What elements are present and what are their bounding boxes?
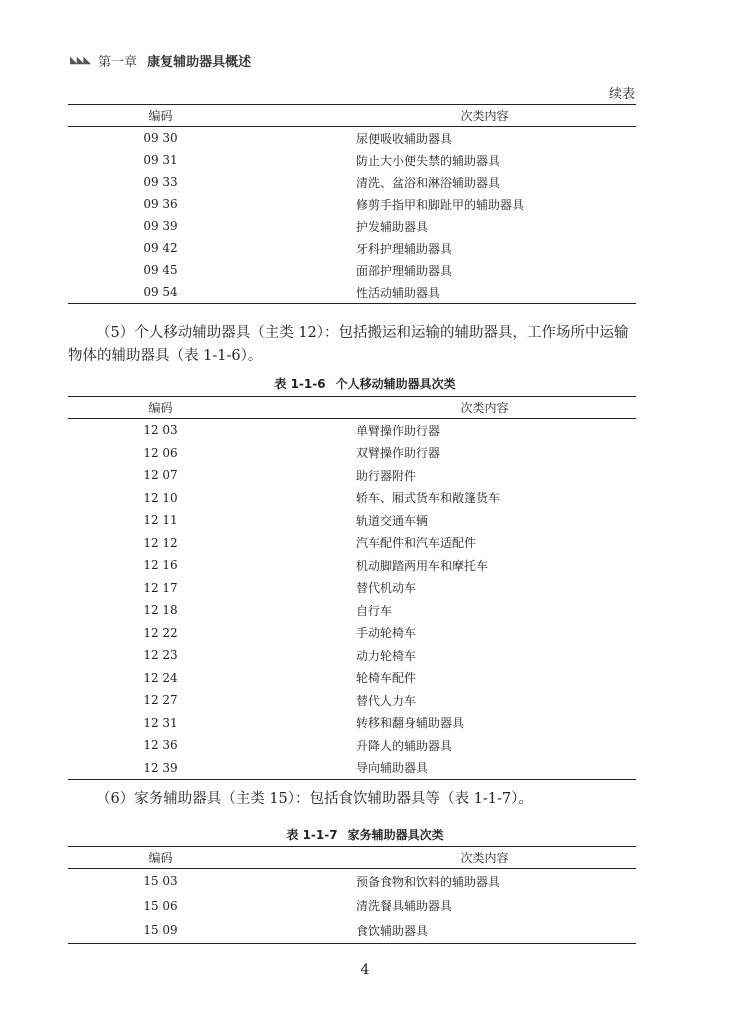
table-row	[68, 487, 636, 510]
row-code: 12 03	[143, 423, 178, 438]
paragraph-5: （5）个人移动辅助器具（主类 12）：包括搬运和运输的辅助器具，工作场所中运输物体的辅助器具（表 1-1-6）。	[68, 325, 629, 364]
row-code: 12 24	[143, 670, 178, 685]
table-row	[68, 689, 636, 712]
row-desc: 替代机动车	[356, 581, 417, 596]
row-desc: 清洗、盆浴和淋浴辅助器具	[356, 175, 501, 190]
caption-number: 表 1-1-7	[286, 828, 338, 842]
row-code: 09 30	[143, 131, 178, 145]
row-desc: 尿便吸收辅助器具	[356, 131, 453, 146]
table-row	[68, 281, 636, 303]
row-code: 12 12	[143, 535, 178, 550]
table-row	[68, 918, 636, 943]
table-header-row	[68, 396, 636, 419]
row-code: 12 06	[143, 445, 178, 460]
row-code: 12 39	[143, 760, 178, 775]
table-row	[68, 577, 636, 600]
row-code: 09 39	[143, 219, 178, 233]
table-row	[68, 171, 636, 193]
row-code: 12 11	[143, 513, 178, 528]
row-code: 12 07	[143, 468, 178, 483]
table-row	[68, 237, 636, 259]
col-header-code: 编码	[148, 401, 173, 415]
continued-label: 续表	[608, 87, 635, 102]
row-desc: 助行器附件	[356, 468, 417, 483]
table-row	[68, 193, 636, 215]
row-desc: 汽车配件和汽车适配件	[356, 536, 477, 551]
table-continued	[68, 104, 636, 304]
row-desc: 牙科护理辅助器具	[356, 241, 453, 256]
row-code: 15 03	[143, 874, 178, 889]
row-code: 09 45	[143, 263, 178, 277]
table-row	[68, 149, 636, 171]
table-body	[68, 127, 636, 304]
table-row	[68, 734, 636, 757]
table-row	[68, 127, 636, 149]
table-row	[68, 419, 636, 442]
table-1-1-6	[68, 396, 636, 780]
running-header	[70, 50, 251, 70]
row-desc: 性活动辅助器具	[356, 285, 441, 300]
table-row	[68, 215, 636, 237]
row-desc: 双臂操作助行器	[356, 446, 441, 461]
row-desc: 单臂操作助行器	[356, 423, 441, 438]
paragraph-6: （6）家务辅助器具（主类 15）：包括食饮辅助器具等（表 1-1-7）。	[96, 791, 533, 807]
col-header-desc: 次类内容	[460, 109, 509, 123]
row-desc: 轮椅车配件	[356, 671, 417, 686]
row-desc: 导向辅助器具	[356, 761, 429, 776]
table-row	[68, 757, 636, 780]
row-code: 15 09	[143, 923, 178, 938]
row-desc: 防止大小便失禁的辅助器具	[356, 153, 501, 168]
header-triangle-icon: ◣◣◣	[70, 54, 91, 66]
col-header-desc: 次类内容	[460, 851, 509, 865]
row-desc: 轿车、厢式货车和敞篷货车	[356, 491, 501, 506]
row-desc: 替代人力车	[356, 693, 417, 708]
header-chapter: 第一章	[98, 54, 138, 70]
row-desc: 清洗餐具辅助器具	[356, 899, 453, 914]
table-caption-1-1-7	[0, 826, 730, 843]
row-desc: 机动脚踏两用车和摩托车	[356, 558, 489, 573]
page-number: 4	[360, 962, 370, 978]
table-body	[68, 869, 636, 944]
row-code: 09 33	[143, 175, 178, 189]
table-header-row	[68, 104, 636, 127]
row-code: 12 18	[143, 603, 178, 618]
table-row	[68, 894, 636, 919]
row-desc: 预备食物和饮料的辅助器具	[356, 874, 501, 889]
table-row	[68, 464, 636, 487]
col-header-code: 编码	[148, 109, 173, 123]
caption-number: 表 1-1-6	[274, 377, 326, 391]
table-row	[68, 442, 636, 465]
row-code: 12 31	[143, 715, 178, 730]
table-caption-1-1-6	[0, 375, 730, 392]
row-desc: 升降人的辅助器具	[356, 738, 453, 753]
header-title: 康复辅助器具概述	[147, 54, 252, 70]
table-body	[68, 419, 636, 780]
table-row	[68, 599, 636, 622]
row-desc: 动力轮椅车	[356, 648, 417, 663]
row-desc: 面部护理辅助器具	[356, 263, 453, 278]
row-desc: 护发辅助器具	[356, 219, 429, 234]
table-row	[68, 554, 636, 577]
table-1-1-7	[68, 846, 636, 944]
row-code: 09 42	[143, 241, 178, 255]
row-code: 09 54	[143, 285, 178, 299]
row-desc: 手动轮椅车	[356, 626, 417, 641]
row-code: 15 06	[143, 898, 178, 913]
table-row	[68, 532, 636, 555]
table-row	[68, 622, 636, 645]
table-row	[68, 869, 636, 894]
row-desc: 转移和翻身辅助器具	[356, 716, 465, 731]
caption-text: 个人移动辅助器具次类	[335, 377, 456, 391]
row-code: 12 10	[143, 490, 178, 505]
table-row	[68, 644, 636, 667]
row-desc: 自行车	[356, 603, 393, 618]
row-code: 09 31	[143, 153, 178, 167]
row-code: 12 27	[143, 693, 178, 708]
row-desc: 轨道交通车辆	[356, 513, 429, 528]
row-code: 09 36	[143, 197, 178, 211]
row-code: 12 16	[143, 558, 178, 573]
col-header-code: 编码	[148, 851, 173, 865]
col-header-desc: 次类内容	[460, 401, 509, 415]
row-code: 12 36	[143, 738, 178, 753]
table-row	[68, 712, 636, 735]
table-header-row	[68, 846, 636, 869]
caption-text: 家务辅助器具次类	[347, 828, 444, 842]
table-row	[68, 667, 636, 690]
row-desc: 修剪手指甲和脚趾甲的辅助器具	[356, 197, 525, 212]
row-code: 12 17	[143, 580, 178, 595]
table-row	[68, 259, 636, 281]
row-desc: 食饮辅助器具	[356, 923, 429, 938]
table-row	[68, 509, 636, 532]
row-code: 12 22	[143, 625, 178, 640]
row-code: 12 23	[143, 648, 178, 663]
